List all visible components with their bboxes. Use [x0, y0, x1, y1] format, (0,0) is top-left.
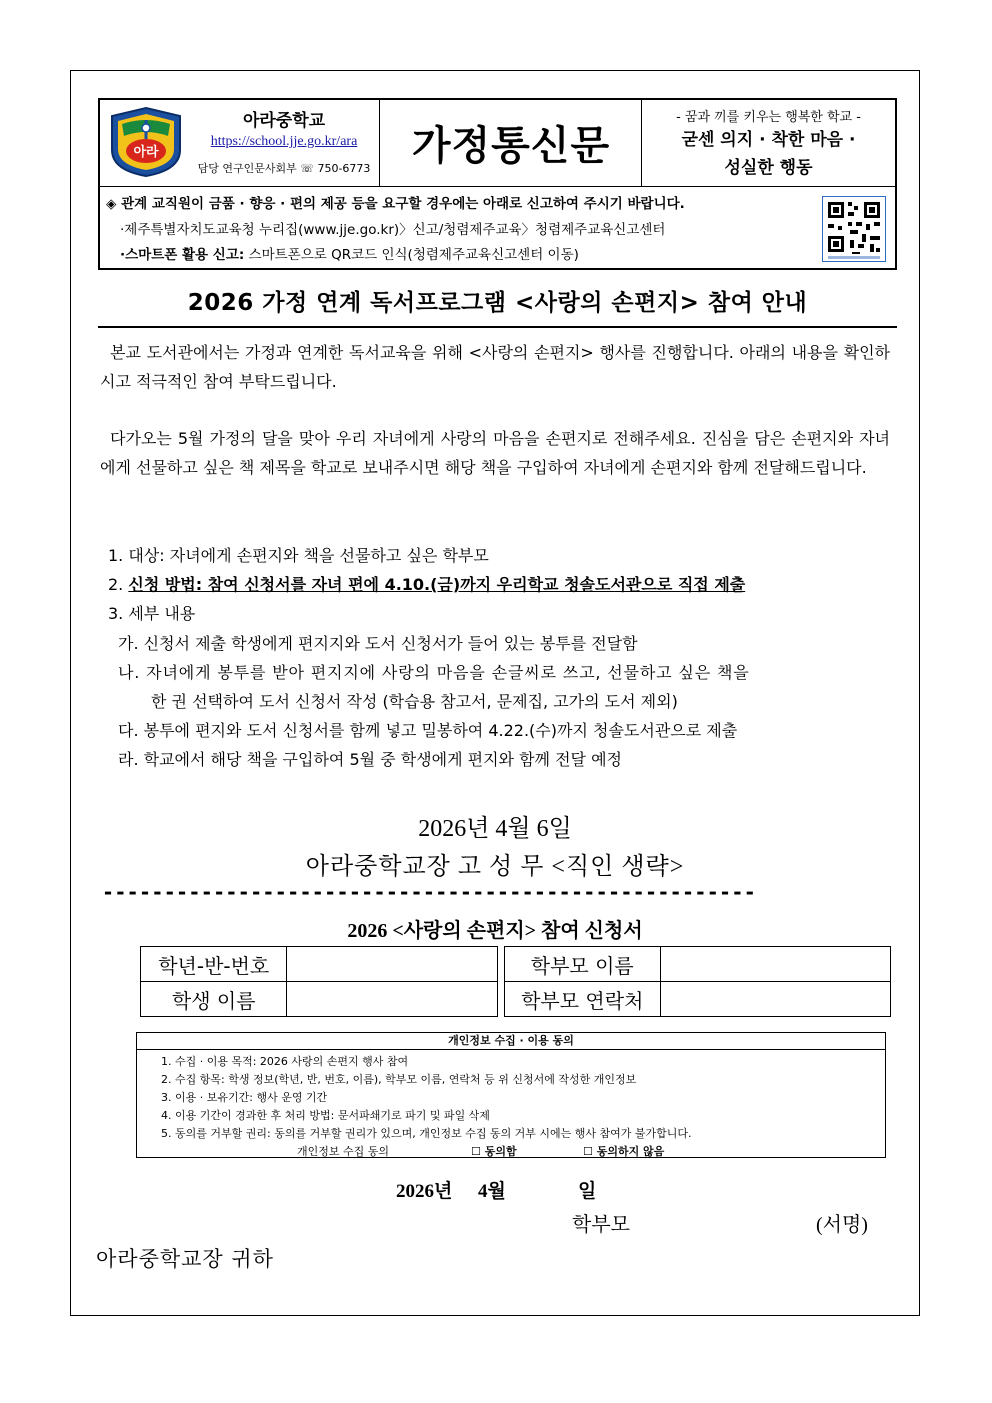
privacy-consent-box [136, 1032, 886, 1158]
signature-field[interactable]: (서명) [816, 1214, 868, 1236]
sign-day: 일 [578, 1181, 597, 1202]
subitem-ra: 라. 학교에서 해당 책을 구입하여 5월 중 학생에게 편지와 함께 전달 예정 [118, 750, 622, 769]
subitem-ga: 가. 신청서 제출 학생에게 편지지와 도서 신청서가 들어 있는 봉투를 전달함 [118, 634, 638, 653]
header-top-row [100, 100, 895, 187]
newsletter-header [98, 98, 897, 270]
item-method-number: 2. [108, 575, 129, 594]
consent-agree-label: ☐ 동의함 [471, 1145, 517, 1158]
consent-line-4: 4. 이용 기간이 경과한 후 처리 방법: 문서파쇄기로 파기 및 파일 삭제 [161, 1109, 490, 1122]
form-row-2 [141, 982, 891, 1017]
report-notice-line-1: ·제주특별자치도교육청 누리집(www.jje.go.kr)〉신고/청렴제주교육〉청렴제주교육신고센터 [120, 222, 666, 238]
cut-line: ----------------------------------------------------- [102, 880, 757, 904]
consent-line-3: 3. 이용 · 보유기간: 행사 운영 기간 [161, 1091, 328, 1104]
sign-month: 4월 [478, 1181, 506, 1202]
school-motto [642, 126, 895, 182]
parent-contact-label: 학부모 연락처 [504, 982, 660, 1017]
school-logo-icon [108, 106, 184, 178]
item-details-heading: 3. 세부 내용 [108, 604, 196, 623]
student-name-label: 학생 이름 [141, 982, 287, 1017]
title-divider [98, 326, 897, 328]
title-cell [380, 100, 642, 186]
motto-subtitle: - 꿈과 끼를 키우는 행복한 학교 - [676, 110, 861, 125]
consent-disagree-label: ☐ 동의하지 않음 [583, 1145, 665, 1158]
issue-date: 2026년 4월 6일 [418, 816, 572, 842]
class-label: 학년-반-번호 [141, 947, 287, 982]
motto-line-1: 굳센 의지 · 착한 마음 · [681, 130, 856, 150]
school-name: 아라중학교 [242, 111, 326, 131]
main-title: 2026 가정 연계 독서프로그램 <사랑의 손편지> 참여 안내 [187, 290, 808, 316]
form-row-1 [141, 947, 891, 982]
consent-disagree-checkbox[interactable] [583, 1143, 664, 1159]
school-contact: 담당 연구인문사회부 ☏ 750-6773 [197, 162, 371, 175]
school-info-cell [100, 100, 380, 186]
parent-name-label: 학부모 이름 [504, 947, 660, 982]
subitem-na-line-2: 한 권 선택하여 도서 신청서 작성 (학습용 참고서, 문제집, 고가의 도서 제외) [151, 692, 678, 711]
consent-footer-label: 개인정보 수집 동의 [297, 1145, 390, 1158]
details-paragraph: 다가오는 5월 가정의 달을 맞아 우리 자녀에게 사랑의 마음을 손편지로 전해주세요. 진심을 담은 손편지와 자녀에게 선물하고 싶은 책 제목을 학교로 보내주시면 해당 책을 구입하여 자녀에게 손편지와 함께 전달해드립니다. [100, 429, 890, 477]
parent-label: 학부모 [572, 1214, 630, 1236]
consent-line-5: 5. 동의를 거부할 권리: 동의를 거부할 권리가 있으며, 개인정보 수집 동의 거부 시에는 행사 참여가 불가합니다. [161, 1127, 692, 1140]
motto-cell [642, 100, 895, 186]
class-input-cell[interactable] [287, 947, 497, 982]
report-notice-headline: ◈ 관계 교직원이 금품 · 향응 · 편의 제공 등을 요구할 경우에는 아래로 신고하여 주시기 바랍니다. [106, 196, 685, 212]
subitem-da: 다. 봉투에 편지와 도서 신청서를 함께 넣고 밀봉하여 4.22.(수)까지 청솔도서관으로 제출 [118, 721, 738, 740]
school-url-link[interactable]: https://school.jje.go.kr/ara [210, 134, 358, 149]
form-gap [497, 982, 504, 1017]
intro-paragraph: 본교 도서관에서는 가정과 연계한 독서교육을 위해 <사랑의 손편지> 행사를 진행합니다. 아래의 내용을 확인하시고 적극적인 참여 부탁드립니다. [100, 343, 890, 391]
parent-name-input-cell[interactable] [660, 947, 890, 982]
item-target: 1. 대상: 자녀에게 손편지와 책을 선물하고 싶은 학부모 [108, 546, 489, 565]
item-method-text: 신청 방법: 참여 신청서를 자녀 편에 4.10.(금)까지 우리학교 청솔도서관으로 직접 제출 [128, 575, 746, 594]
consent-line-2: 2. 수집 항목: 학생 정보(학년, 반, 번호, 이름), 학부모 이름, 연락처 등 위 신청서에 작성한 개인정보 [161, 1073, 637, 1086]
item-method [108, 572, 745, 595]
consent-title: 개인정보 수집 · 이용 동의 [137, 1033, 885, 1050]
student-name-input-cell[interactable] [287, 982, 497, 1017]
subitem-na-line-1: 나. 자녀에게 봉투를 받아 편지지에 사랑의 마음을 손글씨로 쓰고, 선물하고 싶은 책을 [118, 663, 750, 682]
consent-agree-checkbox[interactable] [471, 1143, 517, 1159]
report-notice-line-2 [120, 243, 579, 263]
addressee: 아라중학교장 귀하 [96, 1247, 274, 1271]
parent-contact-input-cell[interactable] [660, 982, 890, 1017]
motto-line-2: 성실한 행동 [724, 158, 813, 178]
qr-code-icon [822, 196, 886, 262]
smartphone-report-label: ·스마트폰 활용 신고: [120, 247, 245, 263]
sign-year: 2026년 [396, 1181, 453, 1202]
form-gap [497, 947, 504, 982]
newsletter-title: 가정통신문 [411, 123, 611, 169]
logo-text: 아라 [133, 145, 159, 160]
smartphone-report-text: 스마트폰으로 QR코드 인식(청렴제주교육신고센터 이동) [244, 247, 579, 263]
application-form-title: 2026 <사랑의 손편지> 참여 신청서 [347, 920, 643, 942]
application-form-table [140, 946, 891, 1017]
principal-signature: 아라중학교장 고 성 무 <직인 생략> [305, 854, 685, 880]
consent-line-1: 1. 수집 · 이용 목적: 2026 사랑의 손편지 행사 참여 [161, 1055, 409, 1068]
